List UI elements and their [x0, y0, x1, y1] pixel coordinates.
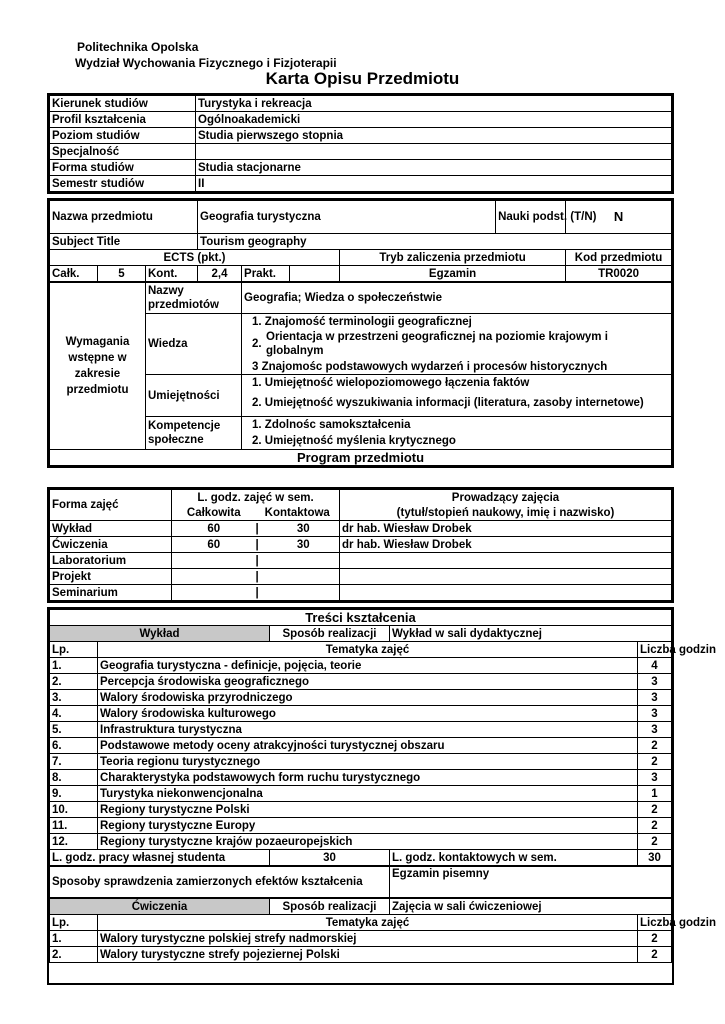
topic-lp: 5.	[50, 722, 98, 738]
skills-label: Umiejętności	[146, 375, 242, 417]
document-title: Karta Opisu Przedmiotu	[265, 69, 460, 88]
program-contact-hours	[268, 586, 340, 600]
ects-contact: 2,4	[198, 266, 242, 282]
topic-row	[50, 786, 672, 802]
topic-title: Regiony turystyczne Polski	[98, 802, 638, 818]
topic-hours: 2	[638, 738, 672, 754]
topic-lp: 4.	[50, 706, 98, 722]
program-teacher: dr hab. Wiesław Drobek	[340, 521, 672, 537]
competence-item: 2. Umiejętność myślenia krytycznego	[242, 433, 672, 450]
topic-row	[50, 770, 672, 786]
program-teacher	[340, 585, 672, 601]
skills-item: 2. Umiejętność wyszukiwania informacji (literatura, zasoby internetowe)	[242, 390, 672, 417]
hours-header: Liczba godzin	[638, 915, 672, 931]
topic-hours: 2	[638, 947, 672, 963]
course-code: TR0020	[566, 266, 672, 282]
column-separator: |	[255, 522, 259, 535]
topic-hours: 3	[638, 674, 672, 690]
topic-title: Walory środowiska przyrodniczego	[98, 690, 638, 706]
topic-lp: 2.	[50, 947, 98, 963]
study-info-value: Ogólnoakademicki	[196, 112, 672, 128]
topic-row	[50, 834, 672, 850]
exercises-label: Ćwiczenia	[50, 898, 270, 915]
program-total-hours: 60	[172, 537, 256, 553]
program-form: Ćwiczenia	[50, 537, 172, 553]
lp-header: Lp.	[50, 642, 98, 658]
university-name: Politechnika Opolska	[77, 40, 199, 54]
assessment-label: Sposoby sprawdzenia zamierzonych efektów kształcenia	[50, 866, 390, 898]
prerequisites-label: Wymagania wstępne w zakresie przedmiotu	[50, 283, 146, 450]
subject-title-en: Tourism geography	[198, 234, 672, 250]
program-contact-hours: 30	[296, 538, 310, 551]
topics-header: Tematyka zajęć	[98, 642, 638, 658]
topic-title: Walory środowiska kulturowego	[98, 706, 638, 722]
topics-header: Tematyka zajęć	[98, 915, 638, 931]
topic-hours: 2	[638, 834, 672, 850]
lp-header: Lp.	[50, 915, 98, 931]
program-total-hours	[172, 569, 256, 585]
topic-row	[50, 690, 672, 706]
program-contact-hours	[268, 570, 340, 584]
topic-title: Infrastruktura turystyczna	[98, 722, 638, 738]
content-title: Treści kształcenia	[50, 610, 672, 626]
program-title: Program przedmiotu	[50, 450, 672, 466]
self-work-label: L. godz. pracy własnej studenta	[50, 850, 270, 867]
program-contact-cell	[256, 521, 340, 537]
topic-title: Podstawowe metody oceny atrakcyjności turystycznej obszaru	[98, 738, 638, 754]
topic-lp: 2.	[50, 674, 98, 690]
topic-hours: 2	[638, 818, 672, 834]
topic-lp: 1.	[50, 931, 98, 947]
topic-row	[50, 754, 672, 770]
program-form: Projekt	[50, 569, 172, 585]
study-info-label: Profil kształcenia	[50, 112, 196, 128]
knowledge-item: 2. Orientacja w przestrzeni geograficznej na poziomie krajowym i globalnym	[242, 329, 672, 359]
basic-science-value: N	[566, 201, 672, 234]
study-info-value	[196, 144, 672, 160]
teacher-sub-label: (tytuł/stopień naukowy, imię i nazwisko)	[340, 505, 672, 521]
study-info-label: Specjalność	[50, 144, 196, 160]
program-form: Seminarium	[50, 585, 172, 601]
topic-lp: 8.	[50, 770, 98, 786]
hours-header: Liczba godzin	[638, 642, 672, 658]
subject-name-label: Nazwa przedmiotu	[50, 201, 198, 234]
program-row	[50, 521, 672, 537]
subject-title-label: Subject Title	[50, 234, 198, 250]
faculty-name: Wydział Wychowania Fizycznego i Fizjoterapii	[75, 56, 337, 70]
program-teacher	[340, 553, 672, 569]
program-contact-cell	[256, 553, 340, 569]
lecture-label: Wykład	[50, 626, 270, 642]
topic-hours: 2	[638, 802, 672, 818]
topic-title: Charakterystyka podstawowych form ruchu turystycznego	[98, 770, 638, 786]
knowledge-item: 1. Znajomość terminologii geograficznej	[242, 314, 672, 330]
program-row	[50, 537, 672, 553]
topic-hours: 4	[638, 658, 672, 674]
topic-hours: 1	[638, 786, 672, 802]
study-info-value: II	[196, 176, 672, 192]
contact-hours-label: L. godz. kontaktowych w sem.	[390, 850, 638, 867]
program-contact-hours: 30	[296, 522, 310, 535]
topic-row	[50, 722, 672, 738]
ects-contact-label: Kont.	[146, 266, 198, 282]
topic-hours: 3	[638, 690, 672, 706]
course-code-label: Kod przedmiotu	[566, 250, 672, 266]
lecture-method-label: Sposób realizacji	[270, 626, 390, 642]
topic-hours: 3	[638, 706, 672, 722]
exam-mode: Egzamin	[340, 266, 566, 282]
topic-row	[50, 658, 672, 674]
hours-label: L. godz. zajęć w sem.	[172, 490, 340, 506]
study-info-value: Studia stacjonarne	[196, 160, 672, 176]
program-total-hours: 60	[172, 521, 256, 537]
ects-practical	[290, 266, 340, 282]
topic-lp: 11.	[50, 818, 98, 834]
study-info-label: Poziom studiów	[50, 128, 196, 144]
form-label: Forma zajęć	[50, 490, 172, 521]
topic-title: Geografia turystyczna - definicje, pojęcia, teorie	[98, 658, 638, 674]
topic-hours: 3	[638, 722, 672, 738]
lecture-method: Wykład w sali dydaktycznej	[390, 626, 672, 642]
program-row	[50, 553, 672, 569]
topic-title: Regiony turystyczne krajów pozaeuropejskich	[98, 834, 638, 850]
topic-row	[50, 674, 672, 690]
topic-row	[50, 818, 672, 834]
column-separator: |	[255, 538, 259, 551]
topic-row	[50, 802, 672, 818]
program-row	[50, 585, 672, 601]
column-separator: |	[255, 554, 259, 567]
topic-lp: 9.	[50, 786, 98, 802]
competence-label: Kompetencje społeczne	[146, 417, 242, 450]
assessment: Egzamin pisemny	[390, 866, 672, 898]
ects-practical-label: Prakt.	[242, 266, 290, 282]
program-teacher: dr hab. Wiesław Drobek	[340, 537, 672, 553]
topic-hours: 3	[638, 770, 672, 786]
topic-row	[50, 706, 672, 722]
topic-lp: 7.	[50, 754, 98, 770]
topic-title: Walory turystyczne strefy pojeziernej Polski	[98, 947, 638, 963]
topic-row	[50, 931, 672, 947]
topic-hours: 2	[638, 931, 672, 947]
study-info-label: Forma studiów	[50, 160, 196, 176]
topic-lp: 6.	[50, 738, 98, 754]
topic-title: Regiony turystyczne Europy	[98, 818, 638, 834]
column-separator: |	[255, 570, 259, 583]
exam-mode-label: Tryb zaliczenia przedmiotu	[340, 250, 566, 266]
program-form: Wykład	[50, 521, 172, 537]
topic-row	[50, 947, 672, 963]
topic-row	[50, 738, 672, 754]
topic-lp: 12.	[50, 834, 98, 850]
basic-science-label: Nauki podst. (T/N)	[496, 201, 566, 234]
program-teacher	[340, 569, 672, 585]
prereq-subjects-label: Nazwy przedmiotów	[146, 283, 242, 314]
hours-total-label: Całkowita	[172, 505, 256, 521]
ects-total-label: Całk.	[50, 266, 98, 282]
topic-lp: 3.	[50, 690, 98, 706]
program-row	[50, 569, 672, 585]
content-block	[47, 607, 717, 985]
ects-total: 5	[98, 266, 146, 282]
knowledge-item: 3 Znajomośc podstawowych wydarzeń i procesów historycznych	[242, 359, 672, 375]
study-info-value: Studia pierwszego stopnia	[196, 128, 672, 144]
program-block	[47, 487, 674, 603]
topic-lp: 1.	[50, 658, 98, 674]
teacher-label: Prowadzący zajęcia	[340, 490, 672, 506]
program-form: Laboratorium	[50, 553, 172, 569]
ects-label: ECTS (pkt.)	[50, 250, 340, 266]
program-contact-cell	[256, 585, 340, 601]
skills-item: 1. Umiejętność wielopoziomowego łączenia faktów	[242, 375, 672, 391]
program-contact-hours	[268, 554, 340, 568]
exercises-method: Zajęcia w sali ćwiczeniowej	[390, 898, 672, 915]
subject-block	[47, 198, 674, 468]
topic-hours: 2	[638, 754, 672, 770]
topic-lp: 10.	[50, 802, 98, 818]
program-total-hours	[172, 585, 256, 601]
exercises-method-label: Sposób realizacji	[270, 898, 390, 915]
topic-title: Walory turystyczne polskiej strefy nadmorskiej	[98, 931, 638, 947]
subject-name: Geografia turystyczna	[198, 201, 496, 234]
knowledge-label: Wiedza	[146, 314, 242, 375]
study-info-block	[47, 93, 674, 194]
column-separator: |	[255, 586, 259, 599]
study-info-label: Kierunek studiów	[50, 96, 196, 112]
self-work-hours: 30	[270, 850, 390, 867]
competence-item: 1. Zdolnośc samokształcenia	[242, 417, 672, 434]
prereq-subjects: Geografia; Wiedza o społeczeństwie	[242, 283, 672, 314]
program-contact-cell	[256, 569, 340, 585]
topic-title: Turystyka niekonwencjonalna	[98, 786, 638, 802]
study-info-label: Semestr studiów	[50, 176, 196, 192]
contact-hours: 30	[638, 850, 672, 867]
hours-contact-label: Kontaktowa	[256, 505, 340, 521]
program-contact-cell	[256, 537, 340, 553]
program-total-hours	[172, 553, 256, 569]
topic-title: Teoria regionu turystycznego	[98, 754, 638, 770]
study-info-value: Turystyka i rekreacja	[196, 96, 672, 112]
topic-title: Percepcja środowiska geograficznego	[98, 674, 638, 690]
